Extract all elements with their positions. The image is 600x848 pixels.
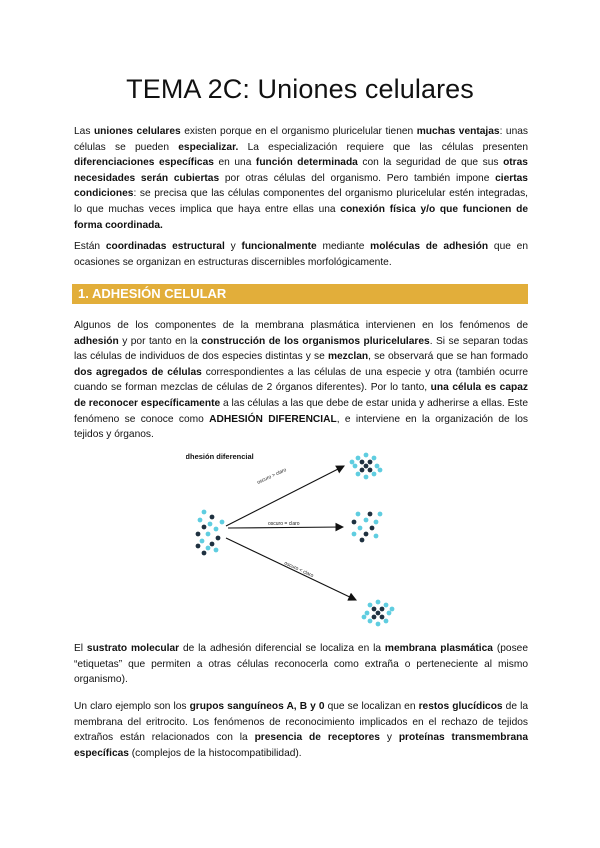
dark-cell bbox=[376, 611, 381, 616]
dark-cell bbox=[202, 525, 207, 530]
dark-cell bbox=[360, 460, 365, 465]
bold-text-run: funcionalmente bbox=[241, 241, 317, 252]
text-run: existen porque en el organismo pluricelular tienen bbox=[180, 126, 417, 137]
bold-text-run: dos agregados de células bbox=[74, 366, 202, 378]
text-run: , se observará que se han formado bbox=[368, 351, 528, 363]
dark-cell bbox=[372, 607, 377, 612]
dark-cell bbox=[216, 536, 221, 541]
bold-text-run: grupos sanguíneos A, B y 0 bbox=[189, 701, 325, 712]
light-cell bbox=[364, 453, 369, 458]
adhesion-diagram bbox=[186, 448, 406, 638]
light-cell bbox=[198, 518, 203, 523]
section-heading-bar bbox=[72, 284, 528, 304]
text-run: que en ocasiones se organizan en estructuras discernibles morfológicamente. bbox=[74, 241, 528, 268]
light-cell bbox=[364, 518, 369, 523]
light-cell bbox=[350, 460, 355, 465]
section-paragraph-3 bbox=[74, 699, 528, 761]
bold-text-run: ADHESIÓN DIFERENCIAL bbox=[209, 413, 337, 425]
bold-text-run: proteínas transmembrana específicas bbox=[74, 732, 528, 759]
text-run: y por tanto en la bbox=[118, 335, 202, 347]
light-cell bbox=[384, 603, 389, 608]
dark-cell bbox=[364, 464, 369, 469]
bold-text-run: restos glucídicos bbox=[418, 701, 503, 712]
bold-text-run: función determinada bbox=[255, 157, 358, 169]
light-cell bbox=[214, 527, 219, 532]
text-run: La especialización requiere que las células presenten bbox=[238, 141, 528, 153]
light-cell bbox=[372, 472, 377, 477]
text-run: y bbox=[379, 732, 399, 744]
light-cell bbox=[368, 619, 373, 624]
text-run: que se localizan en bbox=[324, 701, 419, 712]
dark-cell bbox=[368, 512, 373, 517]
dark-cell bbox=[210, 515, 215, 520]
light-cell bbox=[214, 548, 219, 553]
bold-text-run: uniones celulares bbox=[93, 126, 181, 137]
light-cell bbox=[206, 546, 211, 551]
light-cell bbox=[390, 607, 395, 612]
dark-cell bbox=[380, 607, 385, 612]
light-cell bbox=[376, 622, 381, 627]
light-cell bbox=[358, 526, 363, 531]
light-cell bbox=[374, 534, 379, 539]
bold-text-run: diferenciaciones específicas bbox=[74, 157, 214, 169]
bold-text-run: coordinadas estructural bbox=[105, 241, 225, 252]
cluster-top bbox=[350, 453, 383, 480]
adhesion-figure bbox=[186, 448, 406, 638]
text-run: : se precisa que las células componentes del organismo pluricelular estén integradas, lo que muchas veces implica que haya entre ellas una bbox=[74, 188, 528, 215]
text-run: con la seguridad de que sus bbox=[357, 157, 504, 169]
dark-cell bbox=[202, 551, 207, 556]
text-run: (complejos de la histocompatibilidad). bbox=[128, 747, 302, 759]
dark-cell bbox=[352, 520, 357, 525]
light-cell bbox=[378, 468, 383, 473]
bold-text-run: sustrato molecular bbox=[86, 643, 180, 654]
cluster-middle bbox=[352, 512, 383, 543]
dark-cell bbox=[360, 538, 365, 543]
bold-text-run: conexión física y/o que funcionen de forma coordinada. bbox=[74, 203, 528, 231]
light-cell bbox=[352, 532, 357, 537]
text-run: mediante bbox=[316, 241, 371, 252]
text-run: Un claro ejemplo son los bbox=[74, 701, 190, 712]
light-cell bbox=[376, 600, 381, 605]
light-cell bbox=[368, 603, 373, 608]
dark-cell bbox=[370, 526, 375, 531]
light-cell bbox=[356, 456, 361, 461]
text-run: de la membrana del eritrocito. Los fenómenos de reconocimiento implicados en el rechazo de tejidos extraños están relacionados con la bbox=[74, 701, 528, 744]
bold-text-run: otras necesidades serán cubiertas bbox=[74, 157, 528, 184]
bold-text-run: una célula es capaz de reconocer específicamente bbox=[74, 382, 528, 409]
dark-cell bbox=[196, 532, 201, 537]
light-cell bbox=[356, 472, 361, 477]
arrow-label-1: oscuro > claro bbox=[256, 467, 288, 486]
page-title: TEMA 2C: Uniones celulares bbox=[126, 74, 474, 104]
text-run: y bbox=[224, 241, 242, 252]
arrow-label-3: oscuro < claro bbox=[283, 560, 315, 580]
cluster-bottom bbox=[362, 600, 395, 627]
dark-cell bbox=[360, 468, 365, 473]
text-run: : unas células se pueden bbox=[74, 126, 529, 153]
bold-text-run: ciertas condiciones bbox=[74, 172, 528, 200]
text-run: Las bbox=[74, 126, 94, 137]
light-cell bbox=[220, 520, 225, 525]
figure-title: Adhesión diferencial bbox=[186, 452, 254, 461]
text-run: (posee “etiquetas” que permiten a otras células reconocerla como extraña o perteneciente al mismo organismo). bbox=[74, 643, 528, 686]
light-cell bbox=[365, 611, 370, 616]
text-run: . Si se separan todas las células de individuos de dos especies distintas y se bbox=[74, 335, 528, 363]
light-cell bbox=[375, 464, 380, 469]
light-cell bbox=[356, 512, 361, 517]
light-cell bbox=[372, 456, 377, 461]
light-cell bbox=[202, 510, 207, 515]
light-cell bbox=[387, 611, 392, 616]
text-run: , e interviene en la organización de los tejidos y órganos. bbox=[74, 413, 528, 441]
light-cell bbox=[384, 619, 389, 624]
dark-cell bbox=[196, 544, 201, 549]
bold-text-run: membrana plasmática bbox=[384, 643, 493, 654]
bold-text-run: muchas ventajas bbox=[416, 126, 500, 137]
text-run: a las células a las que debe de estar unida y adherirse a ellas. Este fenómeno se conoce como bbox=[74, 397, 528, 425]
light-cell bbox=[208, 522, 213, 527]
light-cell bbox=[206, 532, 211, 537]
dark-cell bbox=[372, 615, 377, 620]
section-heading: 1. ADHESIÓN CELULAR bbox=[78, 286, 227, 301]
arrow-label-2: oscuro = claro bbox=[268, 521, 300, 527]
bold-text-run: mezclan bbox=[327, 351, 369, 363]
arrow-up bbox=[226, 466, 344, 526]
bold-text-run: construcción de los organismos pluricelulares bbox=[201, 335, 430, 347]
text-run: de la adhesión diferencial se localiza en la bbox=[179, 643, 385, 654]
dark-cell bbox=[368, 460, 373, 465]
text-run: correspondientes a las células de una especie y otra (también ocurre cuando se forman mezclas de células de 2 órganos diferentes). Por lo tanto, bbox=[74, 366, 528, 394]
intro-paragraph-1 bbox=[74, 124, 528, 233]
bold-text-run: adhesión bbox=[74, 335, 119, 347]
section-paragraph-2 bbox=[74, 641, 528, 688]
section-paragraph-1 bbox=[74, 318, 528, 443]
light-cell bbox=[374, 520, 379, 525]
arrow-middle bbox=[228, 527, 343, 528]
light-cell bbox=[364, 475, 369, 480]
text-run: El bbox=[74, 643, 87, 654]
text-run: Algunos de los componentes de la membrana plasmática intervienen en los fenómenos de bbox=[74, 320, 528, 331]
intro-paragraph-2 bbox=[74, 239, 528, 270]
bold-text-run: especializar. bbox=[178, 141, 239, 153]
light-cell bbox=[200, 539, 205, 544]
dark-cell bbox=[210, 542, 215, 547]
light-cell bbox=[362, 615, 367, 620]
dark-cell bbox=[380, 615, 385, 620]
bold-text-run: moléculas de adhesión bbox=[370, 241, 489, 252]
light-cell bbox=[353, 464, 358, 469]
dark-cell bbox=[364, 532, 369, 537]
mixed-cells bbox=[196, 510, 225, 556]
bold-text-run: presencia de receptores bbox=[254, 732, 380, 744]
text-run: Están bbox=[74, 241, 106, 252]
text-run: en una bbox=[213, 157, 256, 169]
dark-cell bbox=[368, 468, 373, 473]
text-run: por otras células del organismo. Pero también impone bbox=[219, 172, 496, 184]
light-cell bbox=[378, 512, 383, 517]
